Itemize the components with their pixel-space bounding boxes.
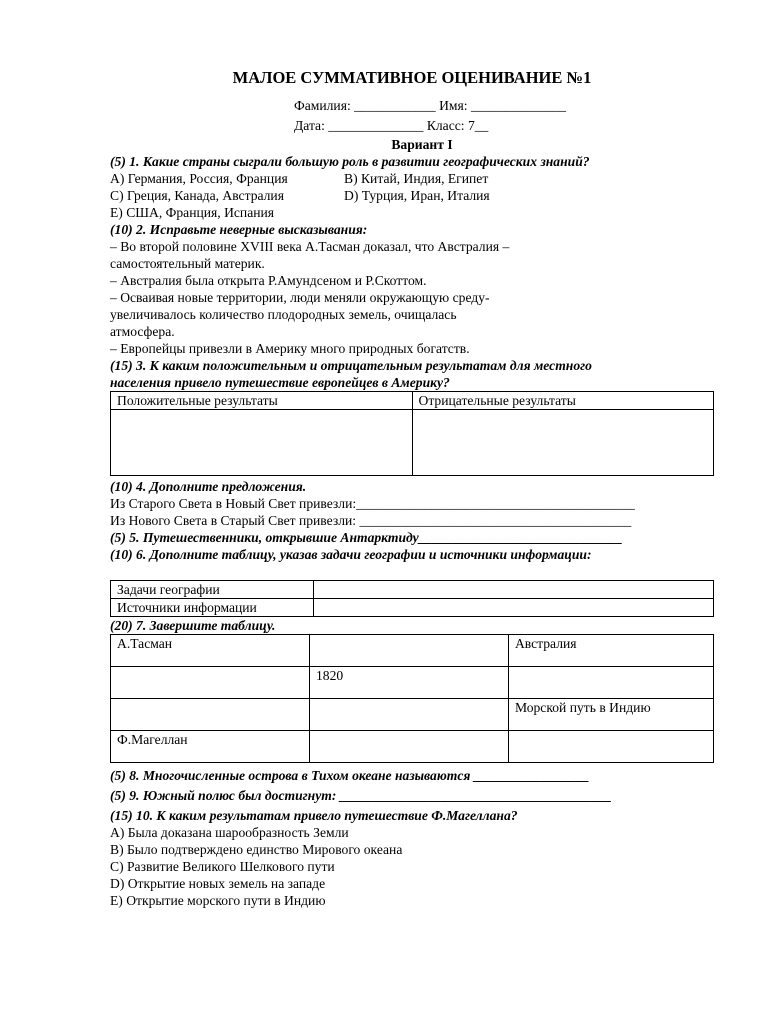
q10-option-c: С) Развитие Великого Шелкового пути bbox=[110, 859, 335, 874]
worksheet bbox=[110, 68, 714, 909]
q1-option-c: С) Греция, Канада, Австралия bbox=[110, 188, 284, 203]
cell-magellan: Ф.Магеллан bbox=[111, 731, 310, 763]
answer-cell[interactable] bbox=[111, 699, 310, 731]
date-line: Дата: ______________ Класс: 7__ bbox=[294, 118, 489, 133]
cell-tasman: А.Тасман bbox=[111, 635, 310, 667]
spacer bbox=[110, 563, 714, 580]
q10-option-d: D) Открытие новых земель на западе bbox=[110, 876, 326, 891]
answer-cell[interactable] bbox=[309, 699, 508, 731]
question-2: (10) 2. Исправьте неверные высказывания: bbox=[110, 222, 368, 237]
header-negative: Отрицательные результаты bbox=[412, 392, 714, 410]
q1-options-row-2 bbox=[110, 187, 714, 204]
question-1: (5) 1. Какие страны сыграли большую роль в развитии географических знаний? bbox=[110, 154, 590, 169]
cell-1820: 1820 bbox=[309, 667, 508, 699]
question-3-line-2: населения привело путешествие европейцев в Америку? bbox=[110, 375, 450, 390]
question-5: (5) 5. Путешественники, открывшие Антарктиду______________________________ bbox=[110, 530, 623, 545]
q10-option-a: А) Была доказана шарообразность Земли bbox=[110, 825, 349, 840]
q2-line: атмосфера. bbox=[110, 324, 175, 339]
question-8: (5) 8. Многочисленные острова в Тихом океане называются _________________ bbox=[110, 768, 590, 783]
question-10: (15) 10. К каким результатам привело путешествие Ф.Магеллана? bbox=[110, 808, 518, 823]
q2-line: увеличивалось количество плодородных земель, очищалась bbox=[110, 307, 457, 322]
q1-option-b: В) Китай, Индия, Египет bbox=[344, 171, 489, 186]
q10-option-e: Е) Открытие морского пути в Индию bbox=[110, 893, 326, 908]
answer-cell-sources[interactable] bbox=[314, 599, 714, 617]
q1-option-a: А) Германия, Россия, Франция bbox=[110, 171, 288, 186]
q1-option-e: Е) США, Франция, Испания bbox=[110, 205, 275, 220]
q4-line-2: Из Нового Света в Старый Свет привезли: ________________________________________ bbox=[110, 513, 632, 528]
answer-cell-positive[interactable] bbox=[111, 410, 413, 476]
page-title: МАЛОЕ СУММАТИВНОЕ ОЦЕНИВАНИЕ №1 bbox=[232, 68, 592, 87]
answer-cell[interactable] bbox=[309, 731, 508, 763]
results-table bbox=[110, 391, 714, 476]
q2-line: – Во второй половине XVIII века А.Тасман доказал, что Австралия – bbox=[110, 239, 510, 254]
question-6: (10) 6. Дополните таблицу, указав задачи географии и источники информации: bbox=[110, 547, 592, 562]
q1-options-row-1 bbox=[110, 170, 714, 187]
question-7: (20) 7. Завершите таблицу. bbox=[110, 618, 276, 633]
q2-line: – Европейцы привезли в Америку много природных богатств. bbox=[110, 341, 470, 356]
question-3-line-1: (15) 3. К каким положительным и отрицательным результатам для местного bbox=[110, 358, 592, 373]
answer-cell-tasks[interactable] bbox=[314, 581, 714, 599]
cell-australia: Австралия bbox=[508, 635, 713, 667]
row-sources: Источники информации bbox=[111, 599, 314, 617]
q1-option-d: D) Турция, Иран, Италия bbox=[344, 188, 490, 203]
q2-line: – Австралия была открыта Р.Амундсеном и Р.Скоттом. bbox=[110, 273, 427, 288]
answer-cell-negative[interactable] bbox=[412, 410, 714, 476]
cell-sea-route: Морской путь в Индию bbox=[508, 699, 713, 731]
q4-line-1: Из Старого Света в Новый Свет привезли:_________________________________________ bbox=[110, 496, 635, 511]
geography-table bbox=[110, 580, 714, 617]
question-9: (5) 9. Южный полюс был достигнут: ________________________________________ bbox=[110, 788, 612, 803]
q10-option-b: В) Было подтверждено единство Мирового океана bbox=[110, 842, 403, 857]
q2-line: самостоятельный материк. bbox=[110, 256, 265, 271]
name-line: Фамилия: ____________ Имя: ______________ bbox=[294, 98, 567, 113]
answer-cell[interactable] bbox=[508, 731, 713, 763]
header-positive: Положительные результаты bbox=[111, 392, 413, 410]
variant-heading: Вариант I bbox=[391, 137, 453, 152]
q2-line: – Осваивая новые территории, люди меняли окружающую среду- bbox=[110, 290, 490, 305]
explorers-table bbox=[110, 634, 714, 763]
question-4: (10) 4. Дополните предложения. bbox=[110, 479, 307, 494]
row-tasks: Задачи географии bbox=[111, 581, 314, 599]
answer-cell[interactable] bbox=[508, 667, 713, 699]
answer-cell[interactable] bbox=[309, 635, 508, 667]
answer-cell[interactable] bbox=[111, 667, 310, 699]
